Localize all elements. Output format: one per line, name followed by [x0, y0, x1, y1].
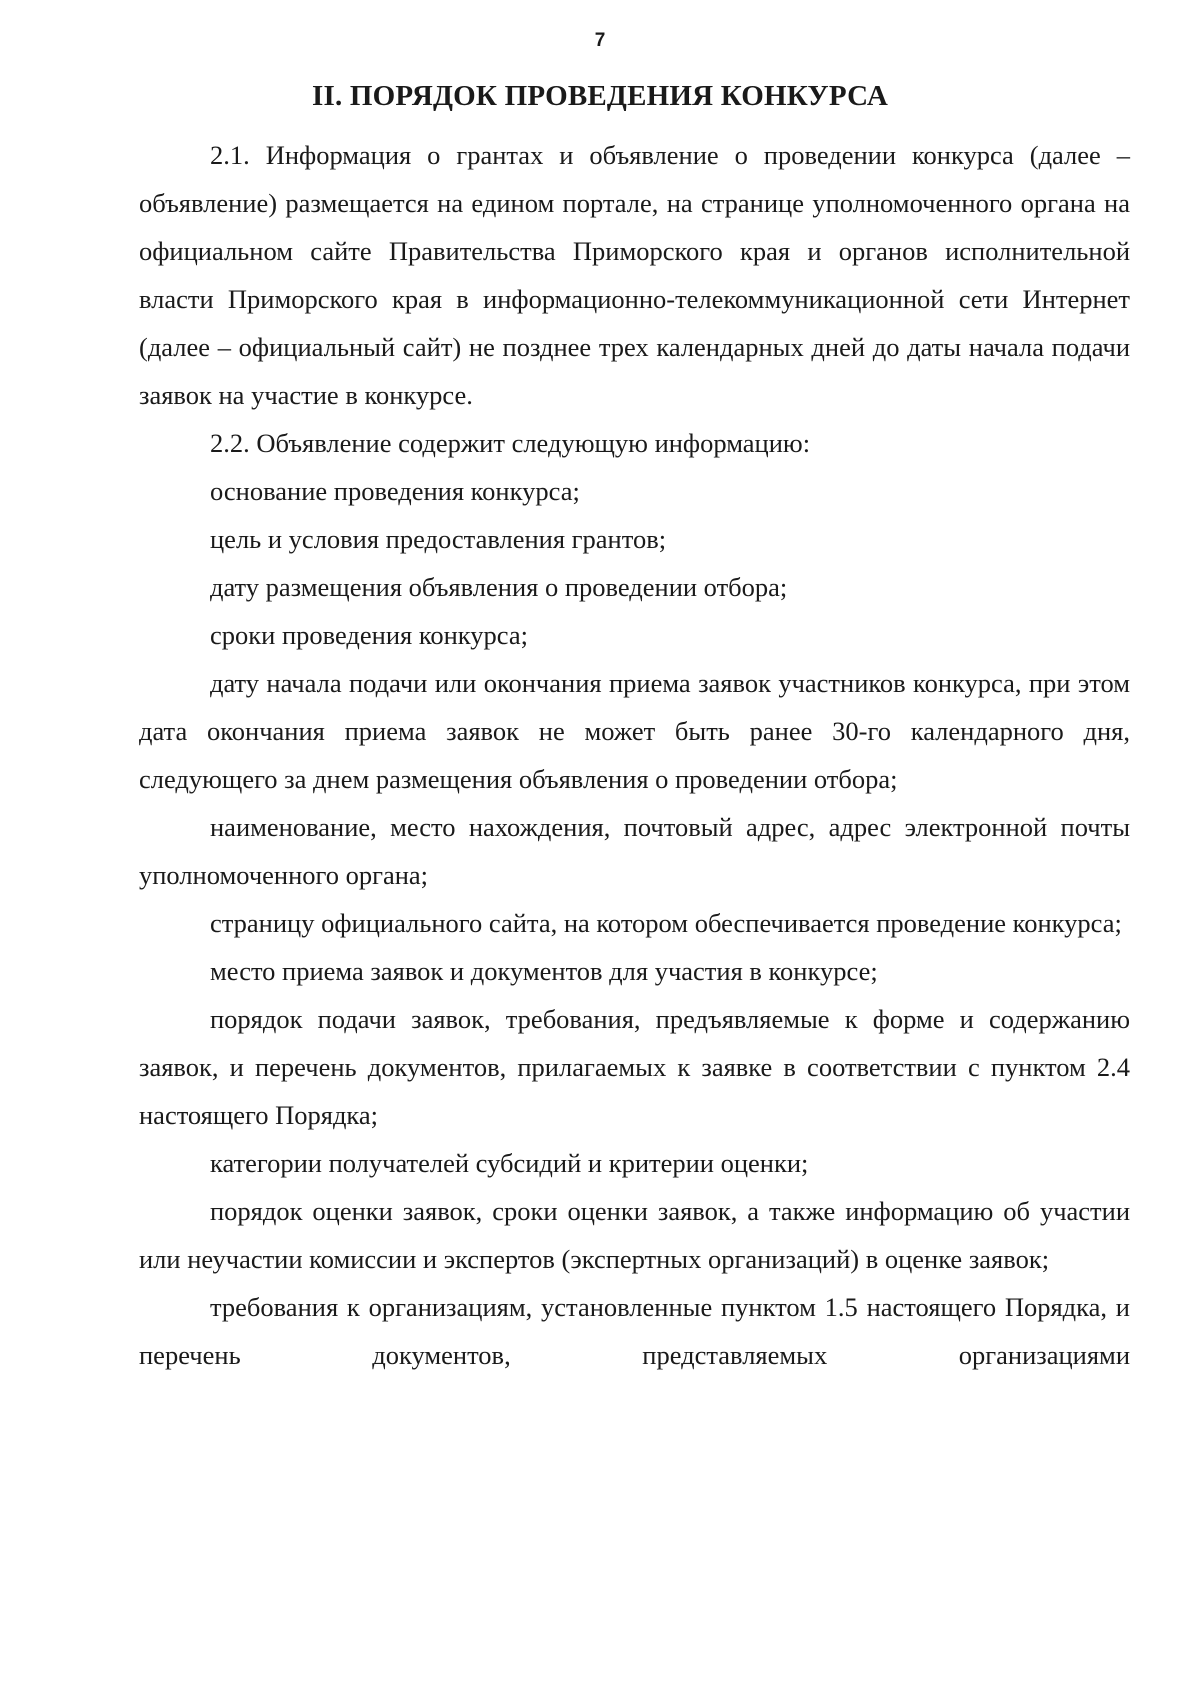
- paragraph: дату размещения объявления о проведении отбора;: [210, 572, 788, 602]
- paragraph: требования к организациям, установленные пунктом 1.5 настоящего Порядка, и перечень документов, представляемых организациями: [139, 1292, 1130, 1370]
- paragraph: основание проведения конкурса;: [210, 476, 580, 506]
- body-text: [139, 131, 1130, 1379]
- paragraph: 2.2. Объявление содержит следующую информацию:: [210, 428, 811, 458]
- paragraph: место приема заявок и документов для участия в конкурсе;: [210, 956, 878, 986]
- paragraph: страницу официального сайта, на котором обеспечивается проведение конкурса;: [210, 908, 1122, 938]
- paragraph: дату начала подачи или окончания приема заявок участников конкурса, при этом дата окончания приема заявок не может быть ранее 30-го календарного дня, следующего за днем размещения объявления о проведении отбора;: [139, 668, 1130, 794]
- paragraph: порядок подачи заявок, требования, предъявляемые к форме и содержанию заявок, и перечень документов, прилагаемых к заявке в соответствии с пунктом 2.4 настоящего Порядка;: [139, 1004, 1130, 1130]
- paragraph: категории получателей субсидий и критерии оценки;: [210, 1148, 809, 1178]
- paragraph: порядок оценки заявок, сроки оценки заявок, а также информацию об участии или неучастии комиссии и экспертов (экспертных организаций) в оценке заявок;: [139, 1196, 1130, 1274]
- paragraph: наименование, место нахождения, почтовый адрес, адрес электронной почты уполномоченного органа;: [139, 812, 1130, 890]
- paragraph: сроки проведения конкурса;: [210, 620, 528, 650]
- section-title: II. ПОРЯДОК ПРОВЕДЕНИЯ КОНКУРСА: [312, 80, 888, 112]
- paragraph: 2.1. Информация о грантах и объявление о проведении конкурса (далее – объявление) размещается на едином портале, на странице уполномоченного органа на официальном сайте Правительства Приморского края и органов исполнительной власти Приморского края в информационно-телекоммуникационной сети Интернет (далее – официальный сайт) не позднее трех календарных дней до даты начала подачи заявок на участие в конкурсе.: [139, 140, 1130, 410]
- page-number: 7: [594, 30, 606, 51]
- paragraph: цель и условия предоставления грантов;: [210, 524, 667, 554]
